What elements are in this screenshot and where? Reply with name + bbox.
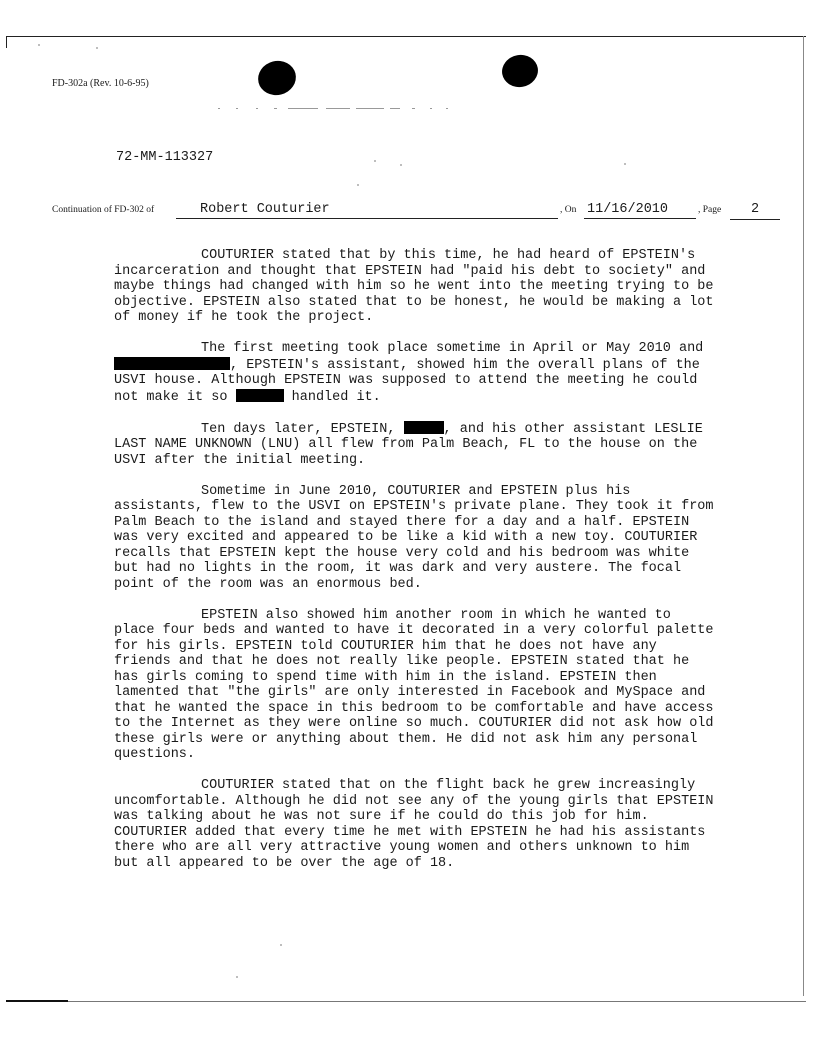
redaction-box: [114, 357, 230, 370]
scan-speck: [400, 164, 402, 166]
date-label: , On: [560, 205, 577, 215]
scan-speck: [236, 976, 238, 978]
scan-noise: [218, 108, 468, 112]
scan-speck: [374, 160, 376, 162]
scan-speck: [96, 47, 98, 49]
form-id: FD-302a (Rev. 10-6-95): [52, 78, 149, 89]
file-number: 72-MM-113327: [116, 150, 214, 165]
redaction-box: [236, 389, 284, 402]
paragraph-text: Ten days later, EPSTEIN,: [201, 421, 396, 437]
page-label: , Page: [698, 205, 722, 215]
paragraph-text: handled it.: [291, 389, 381, 405]
hole-punch-mark: [254, 57, 299, 99]
interview-date: 11/16/2010: [584, 202, 696, 219]
paragraph: COUTURIER stated that on the flight back he grew increasingly uncomfortable. Although he did not see any of the young girls that EPSTEIN was talking about he was not sure if he could do this job for him. COUTURIER added that every time he met with EPSTEIN he had his assistants there who are all very attractive young women and others unknown to him but all appeared to be over the age of 18.: [114, 778, 714, 871]
paragraph: Sometime in June 2010, COUTURIER and EPSTEIN plus his assistants, flew to the USVI on EPSTEIN's private plane. They took it from Palm Beach to the island and stayed there for a day and a half. EPSTEIN was very excited and appeared to be like a kid with a new toy. COUTURIER recalls that EPSTEIN kept the house very cold and his bedroom was white but had no lights in the room, it was dark and very austere. The focal point of the room was an enormous bed.: [114, 483, 714, 592]
paragraph: EPSTEIN also showed him another room in which he wanted to place four beds and wanted to have it decorated in a very colorful palette for his girls. EPSTEIN told COUTURIER him that he does not have any friends and that he does not really like people. EPSTEIN stated that he has girls coming to spend time with him in the island. EPSTEIN then lamented that "the girls" are only interested in Facebook and MySpace and that he wanted the space in this bedroom to be comfortable and have access to the Internet as they were online so much. COUTURIER did not ask how old these girls were or anything about them. He did not ask him any personal questions.: [114, 607, 714, 762]
paragraph-text: The first meeting took place sometime in April or May 2010 and: [201, 341, 704, 356]
scan-border-bottom: [6, 1001, 806, 1002]
redaction-box: [404, 421, 444, 434]
paragraph: COUTURIER stated that by this time, he had heard of EPSTEIN's incarceration and thought that EPSTEIN had "paid his debt to society" and maybe things had changed with him so he went into the meeting trying to be objective. EPSTEIN also stated that to be honest, he would be making a lot of money if he took the project.: [114, 248, 714, 325]
continuation-label: Continuation of FD-302 of: [52, 205, 155, 215]
paragraph-text: , EPSTEIN's assistant, showed him the overall plans of the USVI house. Although EPSTEIN was supposed to attend the meeting he could not make it so: [114, 357, 700, 405]
continuation-header: [52, 202, 760, 222]
scan-border-top: [6, 36, 806, 37]
hole-punch-mark: [499, 52, 540, 90]
scan-border-bottom-mark: [6, 1000, 68, 1002]
scan-speck: [280, 944, 282, 946]
document-body: [114, 248, 714, 887]
scan-border-right: [803, 36, 804, 996]
interviewee-name: Robert Couturier: [176, 202, 558, 219]
scan-border-corner: [6, 36, 7, 48]
paragraph: [114, 421, 714, 469]
scan-speck: [624, 163, 626, 165]
paragraph-text: , and his other assistant LESLIE LAST NAME UNKNOWN (LNU) all flew from Palm Beach, FL to the house on the USVI after the initial meeting.: [114, 421, 703, 468]
page-number: 2: [730, 202, 780, 220]
scan-speck: [357, 184, 359, 186]
scan-speck: [38, 44, 40, 46]
paragraph: [114, 341, 714, 405]
